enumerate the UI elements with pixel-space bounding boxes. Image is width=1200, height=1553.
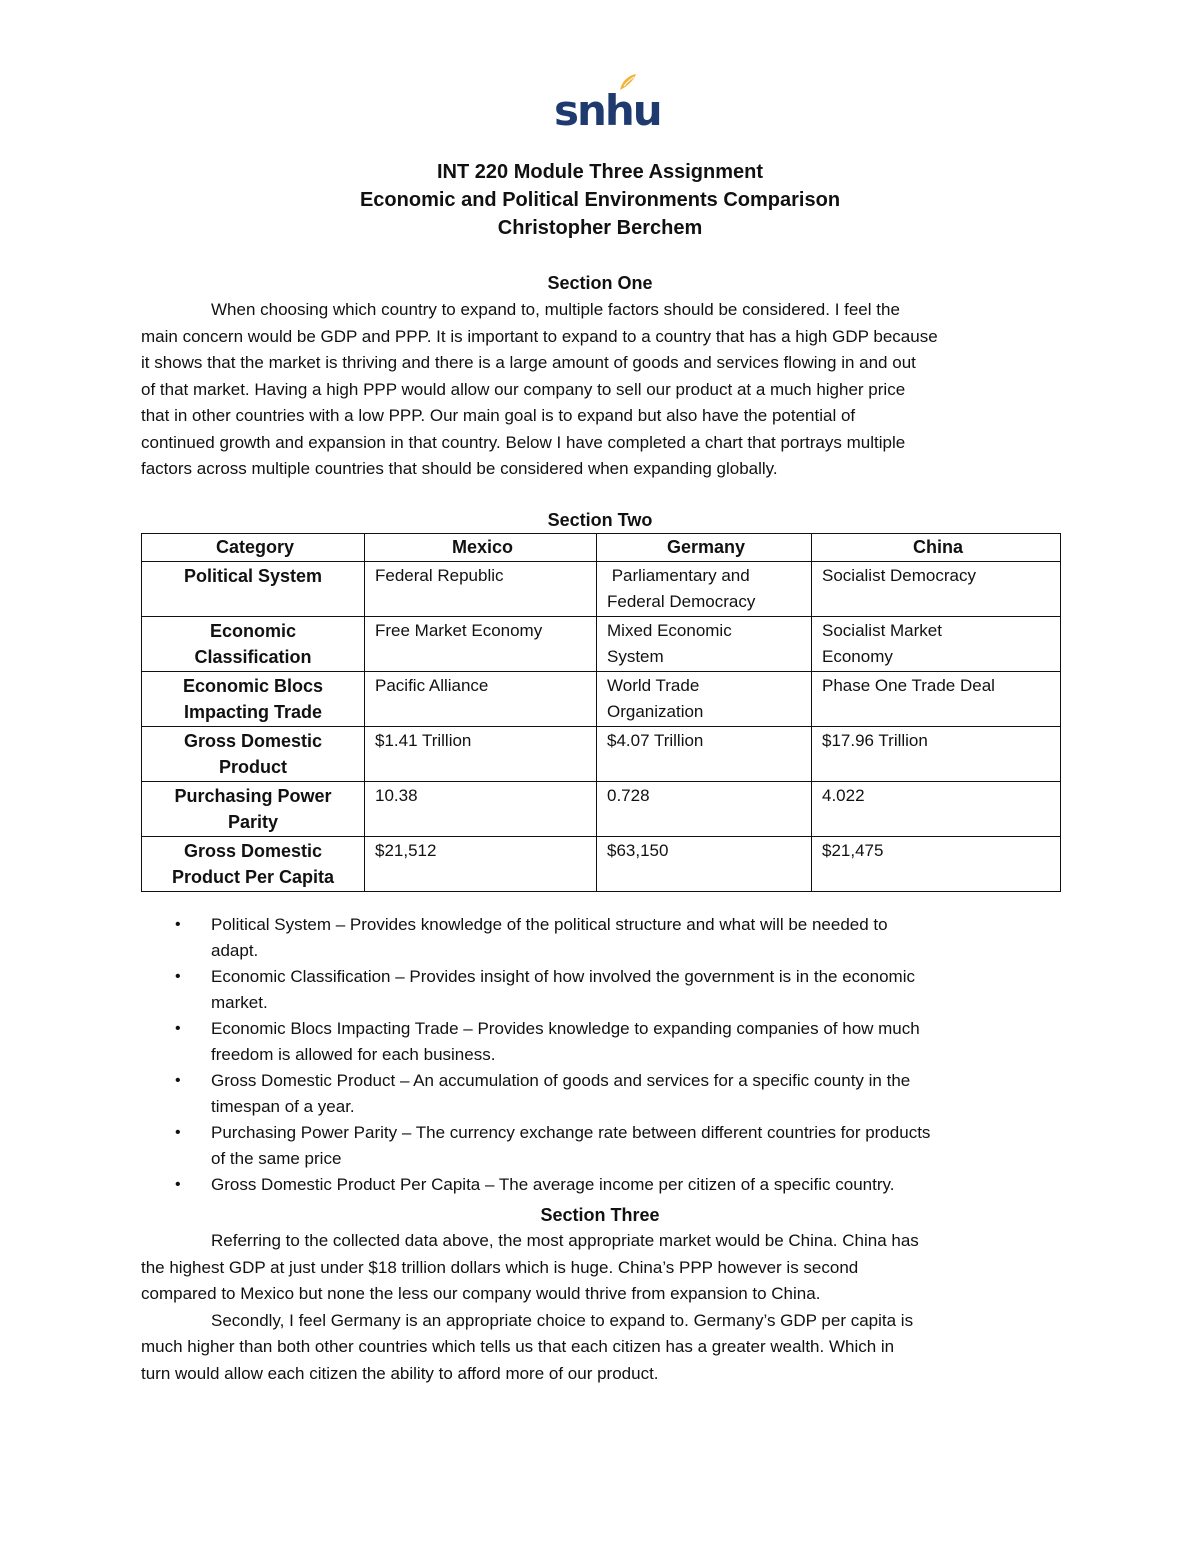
cell-germany: [597, 671, 812, 726]
row-header-cell: [142, 561, 365, 616]
cell-text-line: Product: [218, 757, 287, 777]
cell-text-line: Product Per Capita: [171, 867, 335, 887]
bullet-icon: •: [175, 1020, 181, 1037]
list-item-line: market.: [211, 993, 268, 1012]
paragraph-line: When choosing which country to expand to, multiple factors should be considered. I feel the: [211, 300, 900, 319]
paragraph-line: much higher than both other countries which tells us that each citizen has a greater wealth. Which in: [141, 1337, 895, 1356]
cell-text-line: Gross Domestic: [183, 840, 323, 861]
cell-mexico: [365, 726, 597, 781]
cell-germany: [597, 616, 812, 671]
cell-text-line: Pacific Alliance: [375, 675, 489, 695]
cell-text-line: System: [607, 647, 664, 666]
cell-china: [812, 726, 1061, 781]
paragraph-line: that in other countries with a low PPP. Our main goal is to expand but also have the potential of: [141, 406, 856, 425]
row-header-cell: [142, 726, 365, 781]
column-header-category: Category: [142, 534, 365, 562]
list-item: [141, 1120, 1061, 1172]
cell-mexico: [365, 836, 597, 891]
cell-text-line: $63,150: [607, 840, 669, 860]
table-row: [142, 616, 1061, 671]
section-one-heading: Section One: [547, 273, 653, 293]
cell-text-line: Organization: [607, 702, 704, 721]
row-header-cell: [142, 671, 365, 726]
cell-text-line: $17.96 Trillion: [822, 730, 928, 750]
cell-text-line: Gross Domestic: [183, 730, 323, 751]
paragraph-line: factors across multiple countries that should be considered when expanding globally.: [141, 459, 778, 478]
paragraph-line: main concern would be GDP and PPP. It is important to expand to a country that has a high GDP because: [141, 326, 938, 346]
paragraph-line: Referring to the collected data above, the most appropriate market would be China. China has: [211, 1231, 919, 1250]
cell-text-line: 10.38: [375, 785, 418, 805]
list-item-line: timespan of a year.: [211, 1097, 355, 1116]
table-row: [142, 781, 1061, 836]
cell-china: [812, 671, 1061, 726]
list-item-line: Purchasing Power Parity – The currency exchange rate between different countries for products: [211, 1123, 931, 1142]
comparison-table: [141, 533, 1061, 892]
paragraph-line: the highest GDP at just under $18 trillion dollars which is huge. China’s PPP however is second: [141, 1257, 859, 1277]
list-item: [141, 912, 1061, 964]
cell-text-line: Free Market Economy: [375, 620, 543, 640]
cell-text-line: Federal Democracy: [607, 592, 756, 611]
column-header-mexico: Mexico: [365, 534, 597, 562]
cell-text-line: Parity: [227, 812, 279, 832]
bullet-icon: •: [175, 1124, 181, 1141]
cell-text-line: $4.07 Trillion: [607, 730, 704, 750]
cell-text-line: Economic: [209, 620, 297, 641]
cell-text-line: Economy: [822, 647, 893, 666]
table-header-row: [142, 534, 1061, 562]
cell-text-line: Socialist Market: [822, 620, 942, 640]
list-item-line: freedom is allowed for each business.: [211, 1045, 496, 1064]
paragraph-line: compared to Mexico but none the less our company would thrive from expansion to China.: [141, 1284, 821, 1303]
cell-china: [812, 561, 1061, 616]
cell-text-line: Mixed Economic: [607, 620, 732, 640]
row-header-cell: [142, 781, 365, 836]
bullet-icon: •: [175, 1072, 181, 1089]
list-item: [141, 1068, 1061, 1120]
paragraph-line: of that market. Having a high PPP would allow our company to sell our product at a much higher price: [141, 379, 906, 399]
paragraph-line: Secondly, I feel Germany is an appropriate choice to expand to. Germany’s GDP per capita is: [211, 1310, 914, 1330]
list-item-line: Economic Classification – Provides insight of how involved the government is in the economic: [211, 967, 915, 986]
table-row: [142, 671, 1061, 726]
paragraph-line: it shows that the market is thriving and there is a large amount of goods and services flowing in and out: [141, 353, 916, 372]
list-item: [141, 1172, 1061, 1198]
paragraph-line: turn would allow each citizen the ability to afford more of our product.: [141, 1363, 659, 1383]
cell-text-line: Political System: [183, 565, 323, 586]
list-item-line: Gross Domestic Product Per Capita – The average income per citizen of a specific country.: [211, 1175, 895, 1194]
cell-text-line: 0.728: [607, 785, 650, 805]
cell-text-line: Phase One Trade Deal: [822, 675, 995, 695]
cell-mexico: [365, 561, 597, 616]
document-header: [0, 158, 1200, 242]
cell-text-line: Economic Blocs: [182, 675, 324, 696]
list-item: [141, 1016, 1061, 1068]
column-header-china: China: [812, 534, 1061, 562]
column-header-germany: Germany: [597, 534, 812, 562]
row-header-cell: [142, 616, 365, 671]
cell-mexico: [365, 671, 597, 726]
list-item-line: adapt.: [211, 941, 259, 960]
cell-china: [812, 616, 1061, 671]
cell-text-line: Classification: [194, 647, 312, 667]
section-two-heading: Section Two: [547, 510, 653, 530]
list-item: [141, 964, 1061, 1016]
cell-china: [812, 836, 1061, 891]
cell-germany: [597, 781, 812, 836]
snhu-logo: [548, 72, 661, 135]
row-header-cell: [142, 836, 365, 891]
cell-germany: [597, 726, 812, 781]
course-title: INT 220 Module Three Assignment: [437, 161, 763, 183]
cell-text-line: Purchasing Power: [174, 785, 332, 806]
table-row: [142, 561, 1061, 616]
assignment-title: Economic and Political Environments Comparison: [359, 189, 841, 211]
bullet-icon: •: [175, 968, 181, 985]
logo-wordmark: snhu: [554, 86, 661, 135]
cell-text-line: World Trade: [607, 675, 700, 695]
cell-germany: [597, 836, 812, 891]
cell-text-line: $21,512: [375, 840, 437, 860]
cell-germany: [597, 561, 812, 616]
author-name: Christopher Berchem: [497, 217, 703, 239]
cell-mexico: [365, 781, 597, 836]
list-item-line: Political System – Provides knowledge of the political structure and what will be needed to: [211, 915, 888, 934]
paragraph-line: continued growth and expansion in that country. Below I have completed a chart that portrays multiple: [141, 432, 906, 452]
list-item-line: Economic Blocs Impacting Trade – Provides knowledge to expanding companies of how much: [211, 1019, 920, 1038]
list-item-line: Gross Domestic Product – An accumulation of goods and services for a specific county in the: [211, 1071, 911, 1090]
cell-text-line: Impacting Trade: [183, 702, 323, 722]
cell-text-line: Federal Republic: [375, 565, 504, 585]
section-three-paragraph: [141, 1228, 1061, 1387]
cell-text-line: Parliamentary and: [607, 565, 750, 585]
cell-text-line: $21,475: [822, 840, 884, 860]
table-row: [142, 726, 1061, 781]
bullet-icon: •: [175, 916, 181, 933]
table-row: [142, 836, 1061, 891]
cell-china: [812, 781, 1061, 836]
list-item-line: of the same price: [211, 1149, 342, 1168]
definition-list: [141, 912, 1061, 1198]
cell-text-line: Socialist Democracy: [822, 565, 976, 585]
cell-text-line: $1.41 Trillion: [375, 730, 472, 750]
section-one-paragraph: [141, 297, 1061, 483]
bullet-icon: •: [175, 1176, 181, 1193]
section-three-heading: Section Three: [540, 1205, 660, 1225]
cell-text-line: 4.022: [822, 785, 865, 805]
cell-mexico: [365, 616, 597, 671]
